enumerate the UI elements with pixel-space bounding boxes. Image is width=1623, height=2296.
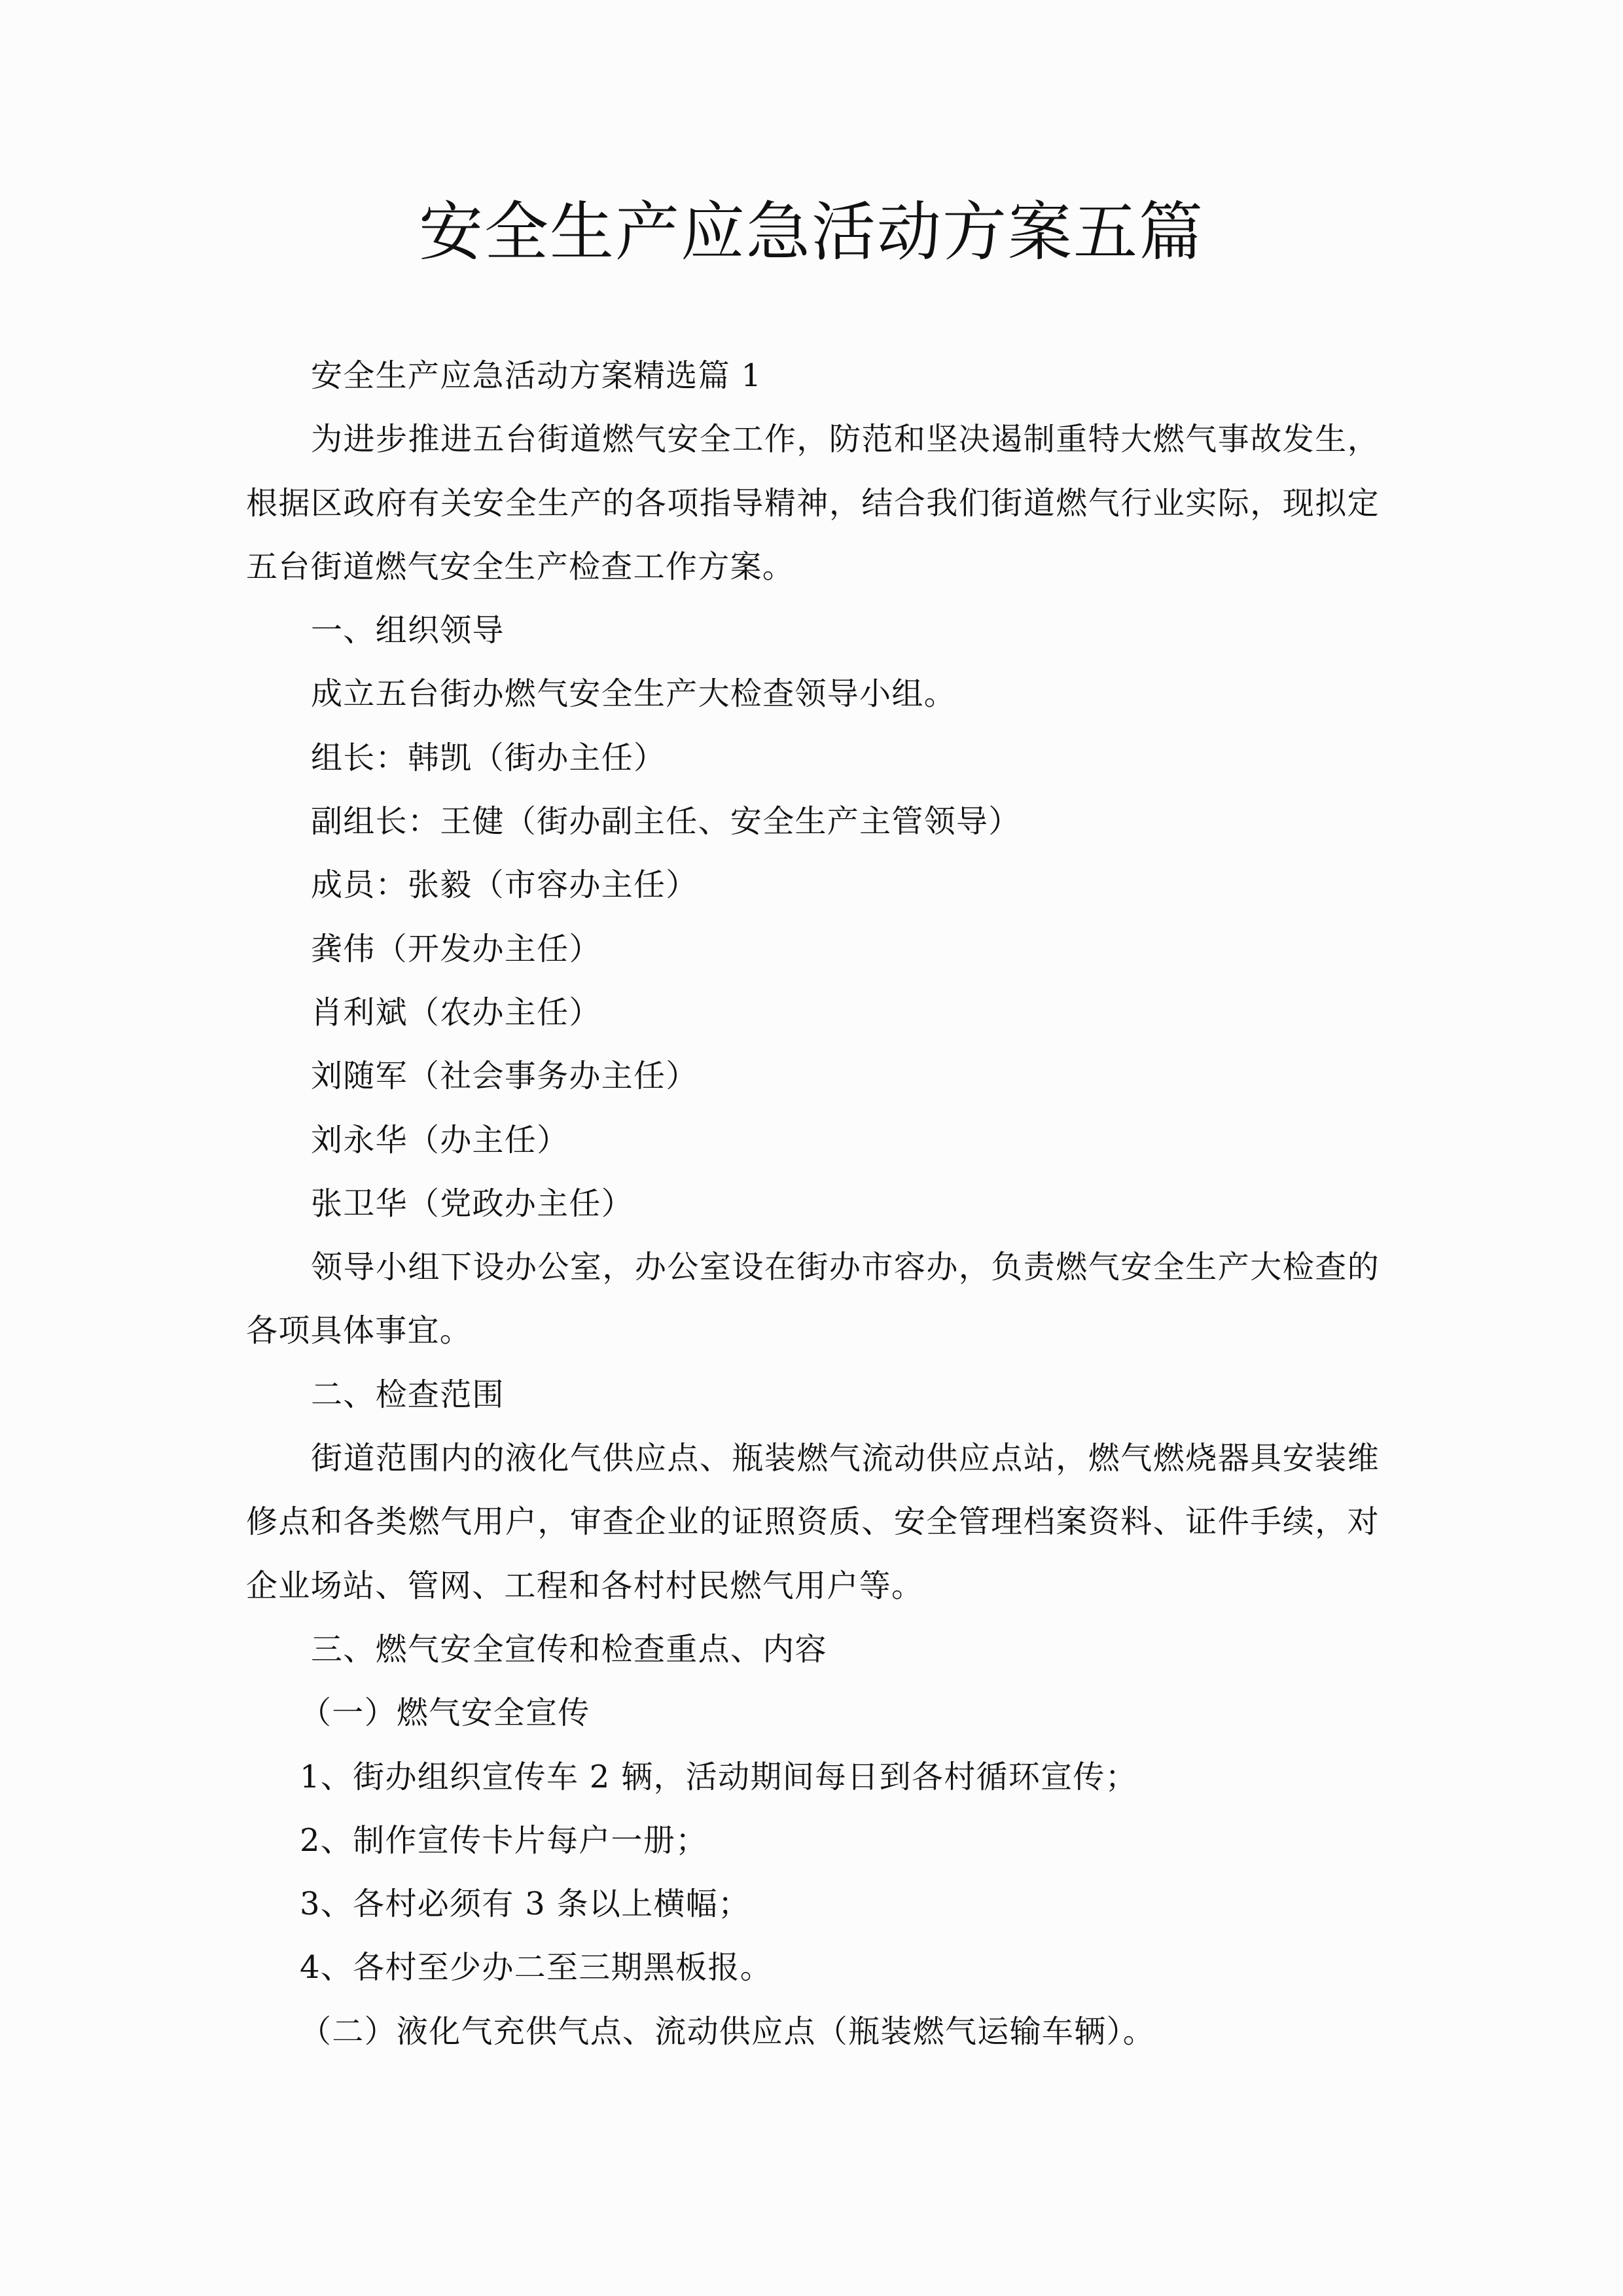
list-item-4: 4、各村至少办二至三期黑板报。 bbox=[300, 1949, 773, 1986]
member-item: 刘永华（办主任） bbox=[311, 1121, 569, 1158]
list-item-3: 3、各村必须有 3 条以上横幅； bbox=[300, 1886, 751, 1923]
member-item: 张卫华（党政办主任） bbox=[311, 1185, 634, 1222]
member-leader: 组长：韩凯（街办主任） bbox=[311, 739, 666, 776]
member-deputy-leader: 副组长：王健（街办副主任、安全生产主管领导） bbox=[311, 803, 1021, 840]
document-body bbox=[246, 344, 1380, 2064]
subsection-heading-lpg: （二）液化气充供气点、流动供应点（瓶装燃气运输车辆）。 bbox=[300, 2013, 1156, 2050]
paragraph-group-established: 成立五台街办燃气安全生产大检查领导小组。 bbox=[311, 675, 957, 713]
member-item: 刘随军（社会事务办主任） bbox=[311, 1058, 698, 1095]
intro-paragraph: 为进步推进五台街道燃气安全工作，防范和坚决遏制重特大燃气事故发生，根据区政府有关安全生产的各项指导精神，结合我们街道燃气行业实际，现拟定五台街道燃气安全生产检查工作方案。 bbox=[246, 421, 1380, 585]
section-heading-organization: 一、组织领导 bbox=[311, 612, 505, 649]
chapter-heading: 安全生产应急活动方案精选篇 1 bbox=[311, 357, 762, 394]
list-item-2: 2、制作宣传卡片每户一册； bbox=[300, 1821, 708, 1859]
paragraph-scope: 街道范围内的液化气供应点、瓶装燃气流动供应点站，燃气燃烧器具安装维修点和各类燃气用户，审查企业的证照资质、安全管理档案资料、证件手续，对企业场站、管网、工程和各村村民燃气用户等。 bbox=[246, 1440, 1380, 1604]
member-list-first: 成员：张毅（市容办主任） bbox=[311, 867, 698, 904]
subsection-heading-publicity: （一）燃气安全宣传 bbox=[300, 1695, 590, 1732]
document-title: 安全生产应急活动方案五篇 bbox=[418, 195, 1204, 270]
list-item-1: 1、街办组织宣传车 2 辆，活动期间每日到各村循环宣传； bbox=[300, 1758, 1137, 1795]
member-item: 肖利斌（农办主任） bbox=[311, 994, 601, 1031]
paragraph-office: 领导小组下设办公室，办公室设在街办市容办，负责燃气安全生产大检查的各项具体事宜。 bbox=[246, 1249, 1380, 1350]
member-item: 龚伟（开发办主任） bbox=[311, 930, 601, 967]
section-heading-publicity: 三、燃气安全宣传和检查重点、内容 bbox=[311, 1630, 827, 1668]
section-heading-scope: 二、检查范围 bbox=[311, 1376, 505, 1413]
